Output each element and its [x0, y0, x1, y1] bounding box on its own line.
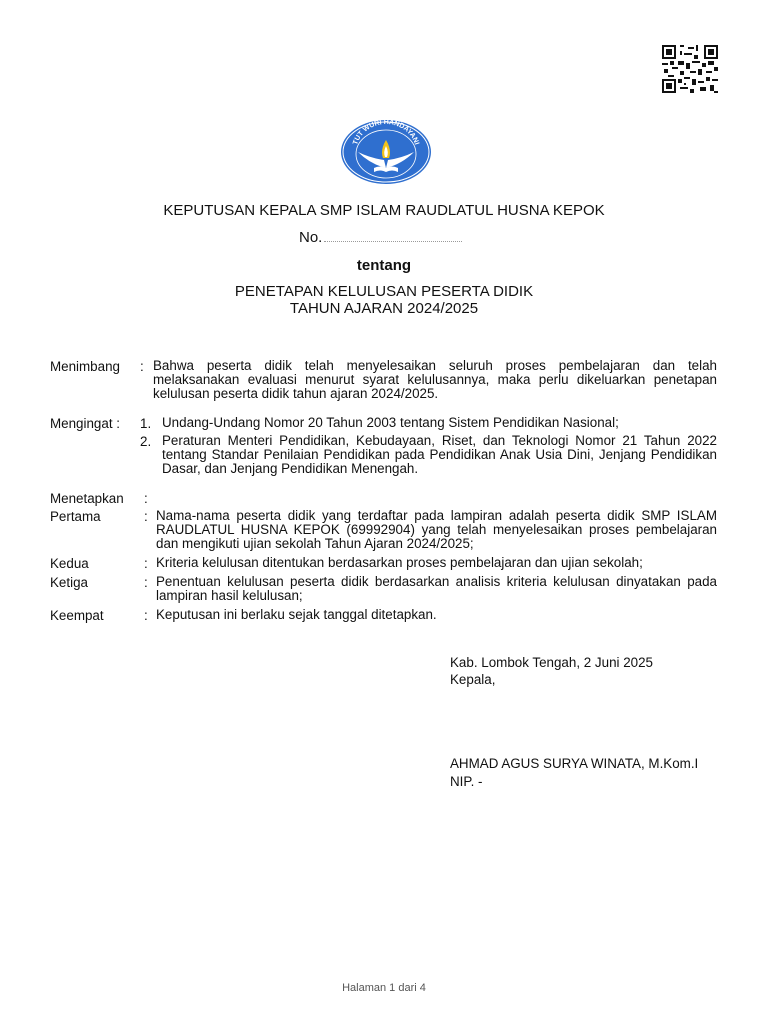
- number-label: No.: [299, 229, 323, 246]
- keempat-text: Keputusan ini berlaku sejak tanggal ditetapkan.: [156, 607, 437, 622]
- number-blank: [324, 240, 462, 242]
- ketiga-colon: :: [144, 575, 148, 590]
- page-number: Halaman 1 dari 4: [342, 982, 426, 994]
- ketiga-text: Penentuan kelulusan peserta didik berdasarkan analisis kriteria kelulusan dinyatakan pada lampiran hasil kelulusan;: [156, 574, 717, 603]
- menimbang-colon: :: [140, 359, 144, 374]
- menimbang-label: Menimbang: [50, 359, 120, 374]
- mengingat-label: Mengingat :: [50, 416, 120, 431]
- decree-number-line: [299, 229, 462, 246]
- menetapkan-colon: :: [144, 491, 148, 506]
- mengingat-item-text: Peraturan Menteri Pendidikan, Kebudayaan, Riset, dan Teknologi Nomor 21 Tahun 2022 tentang Standar Penilaian Pendidikan pada Pendidikan Anak Usia Dini, Jenjang Pendidikan Dasar, dan Jenjang Pendidikan Menengah.: [162, 433, 717, 476]
- signer-role: Kepala,: [450, 672, 496, 687]
- kedua-colon: :: [144, 556, 148, 571]
- pertama-colon: :: [144, 509, 148, 524]
- place-date: Kab. Lombok Tengah, 2 Juni 2025: [450, 655, 653, 670]
- keempat-label: Keempat: [50, 608, 104, 623]
- subject-line-1: PENETAPAN KELULUSAN PESERTA DIDIK: [234, 283, 534, 300]
- mengingat-item-text: Undang-Undang Nomor 20 Tahun 2003 tentang Sistem Pendidikan Nasional;: [162, 415, 619, 430]
- about-label: tentang: [356, 257, 412, 274]
- pertama-label: Pertama: [50, 509, 101, 524]
- mengingat-item-number: 2.: [140, 434, 152, 449]
- ketiga-label: Ketiga: [50, 575, 88, 590]
- signer-nip: NIP. -: [450, 774, 483, 789]
- pertama-text: Nama-nama peserta didik yang terdaftar pada lampiran adalah peserta didik SMP ISLAM RAUDLATUL HUSNA KEPOK (69992904) yang telah menyelesaikan proses pembelajaran dan mengikuti ujian sekolah Tahun Ajaran 2024/2025;: [156, 508, 717, 551]
- kedua-label: Kedua: [50, 556, 89, 571]
- document-title: KEPUTUSAN KEPALA SMP ISLAM RAUDLATUL HUSNA KEPOK: [163, 202, 605, 219]
- menetapkan-label: Menetapkan: [50, 491, 124, 506]
- menimbang-text: Bahwa peserta didik telah menyelesaikan seluruh proses pembelajaran dan telah melaksanakan evaluasi menurut syarat kelulusannya, maka perlu dikeluarkan penetapan kelulusan peserta didik tahun ajaran 2024/2025.: [153, 358, 717, 401]
- signer-name: AHMAD AGUS SURYA WINATA, M.Kom.I: [450, 756, 699, 771]
- tut-wuri-handayani-logo: [340, 112, 432, 186]
- logo-motto-text: TUT WURI HANDAYANI: [352, 118, 420, 146]
- keempat-colon: :: [144, 608, 148, 623]
- mengingat-item-number: 1.: [140, 416, 152, 431]
- subject-line-2: TAHUN AJARAN 2024/2025: [289, 300, 479, 317]
- qr-code: [662, 45, 718, 93]
- kedua-text: Kriteria kelulusan ditentukan berdasarkan proses pembelajaran dan ujian sekolah;: [156, 555, 643, 570]
